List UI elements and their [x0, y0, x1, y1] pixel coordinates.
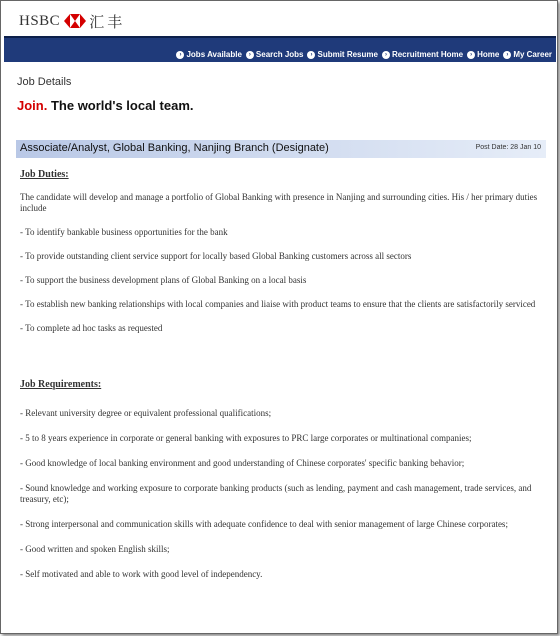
brand-name: HSBC	[19, 12, 61, 29]
top-nav-bar	[4, 36, 556, 62]
nav-link-label: My Career	[513, 50, 552, 59]
nav-link-my-career[interactable]	[503, 50, 552, 59]
requirements-list	[20, 408, 545, 580]
page-heading: Job Details	[17, 76, 72, 88]
post-date: Post Date: 28 Jan 10	[475, 144, 541, 151]
nav-link-home[interactable]	[467, 50, 499, 59]
brand-chinese: 汇丰	[89, 14, 126, 31]
arrow-circle-icon: ›	[382, 51, 390, 59]
duty-item: - To complete ad hoc tasks as requested	[20, 323, 163, 333]
requirement-item: - Good written and spoken English skills;	[20, 544, 170, 554]
requirement-item: - Self motivated and able to work with good level of independency.	[20, 569, 263, 579]
job-content	[20, 169, 545, 580]
job-title: Associate/Analyst, Global Banking, Nanjing Branch (Designate)	[20, 142, 329, 154]
requirement-item: - Strong interpersonal and communication skills with adequate confidence to deal with senior management of large Chinese corporates;	[20, 519, 508, 529]
tagline-text: The world's local team.	[50, 98, 194, 113]
arrow-circle-icon: ›	[503, 51, 511, 59]
duty-item: - To establish new banking relationships with local companies and liaise with product teams to ensure that the clients are satisfactorily serviced	[20, 299, 536, 309]
arrow-circle-icon: ›	[176, 51, 184, 59]
nav-link-submit-resume[interactable]	[307, 50, 377, 59]
duty-item: - To identify bankable business opportunities for the bank	[20, 227, 228, 237]
nav-link-search-jobs[interactable]	[246, 50, 304, 59]
duty-item: - To support the business development plans of Global Banking on a local basis	[20, 275, 307, 285]
nav-link-label: Recruitment Home	[391, 50, 464, 59]
nav-link-label: Search Jobs	[255, 50, 304, 59]
duties-list	[20, 227, 545, 334]
tagline	[17, 98, 194, 113]
nav-link-label: Home	[477, 50, 500, 59]
nav-link-recruitment-home[interactable]	[382, 50, 463, 59]
nav-link-jobs-available[interactable]	[176, 50, 241, 59]
requirement-item: - 5 to 8 years experience in corporate or general banking with exposures to PRC large corporates or multinational companies;	[20, 433, 472, 443]
job-title-bar	[16, 140, 546, 158]
requirement-item: - Relevant university degree or equivalent professional qualifications;	[20, 408, 272, 418]
arrow-circle-icon: ›	[307, 51, 315, 59]
requirement-item: - Sound knowledge and working exposure to corporate banking products (such as lending, payment and cash management, trade services, and treasury, etc);	[20, 483, 532, 504]
duty-item: - To provide outstanding client service support for locally based Global Banking customers across all sectors	[20, 251, 412, 261]
nav-link-label: Jobs Available	[186, 50, 242, 59]
requirement-item: - Good knowledge of local banking environment and good understanding of Chinese corporates' specific banking behavior;	[20, 458, 465, 468]
nav-links	[172, 50, 552, 59]
job-duties-heading: Job Duties:	[20, 169, 69, 180]
duties-intro: The candidate will develop and manage a portfolio of Global Banking with presence in Nanjing and surrounding cities. His / her primary duties include	[20, 192, 538, 213]
arrow-circle-icon: ›	[246, 51, 254, 59]
tagline-highlight: Join.	[17, 98, 48, 113]
nav-link-label: Submit Resume	[317, 50, 378, 59]
hsbc-hexagon-icon	[64, 14, 86, 28]
hsbc-logo[interactable]	[19, 10, 125, 32]
job-requirements-heading: Job Requirements:	[20, 379, 102, 390]
arrow-circle-icon: ›	[467, 51, 475, 59]
